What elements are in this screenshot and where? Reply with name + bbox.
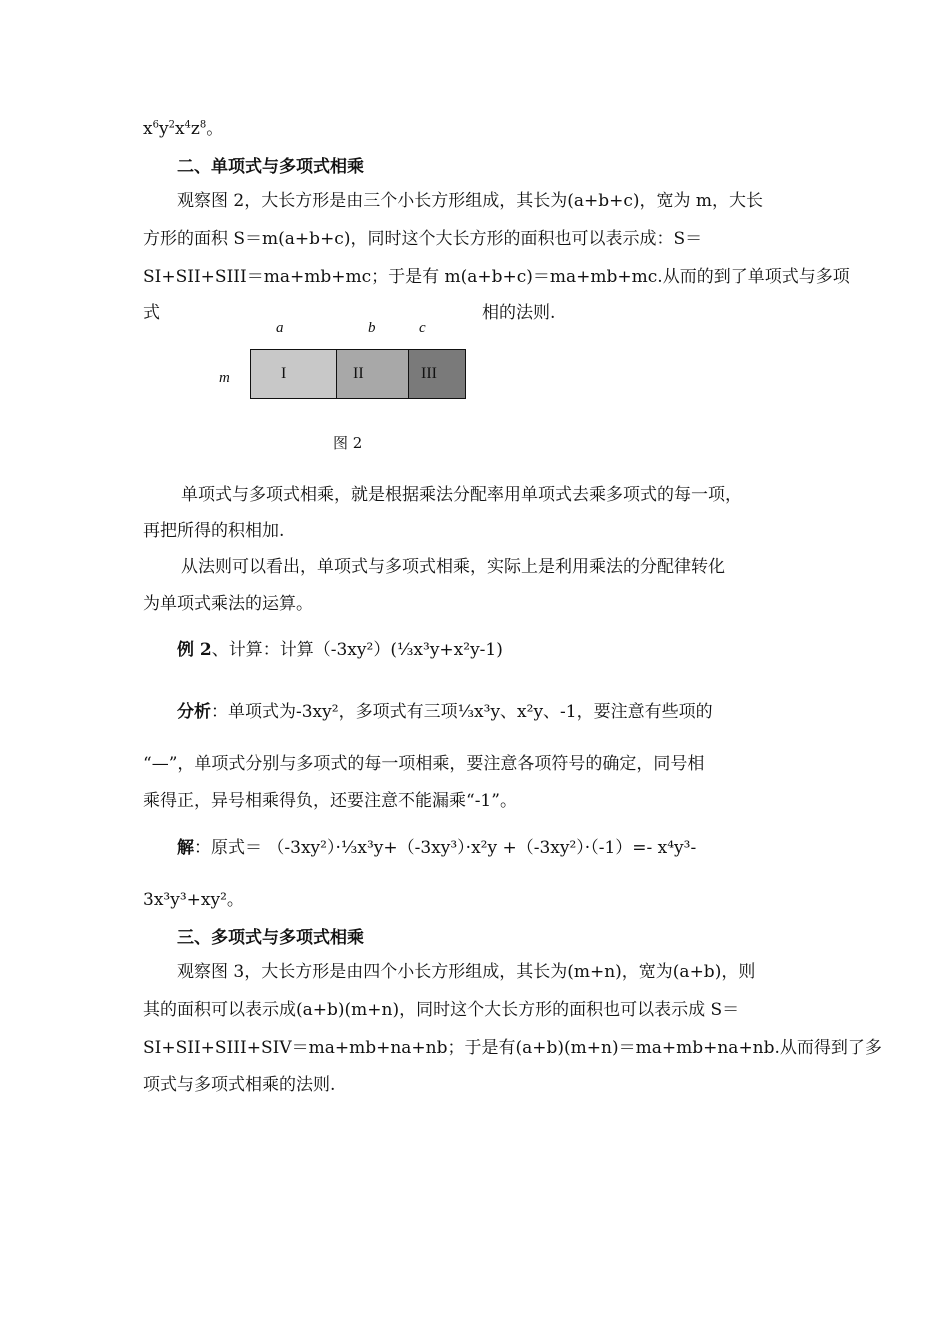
figure-box-1: I bbox=[250, 349, 337, 399]
para1-line1-text: 观察图 2，大长方形是由三个小长方形组成，其长为(a+b+c)，宽为 m，大长 bbox=[177, 191, 764, 211]
example-2 bbox=[177, 640, 503, 660]
rule1-line1: 单项式与多项式相乘，就是根据乘法分配率用单项式去乘多项式的每一项， bbox=[181, 485, 742, 505]
rule2-line1: 从法则可以看出，单项式与多项式相乘，实际上是利用乘法的分配律转化 bbox=[181, 557, 725, 577]
analysis-line3: 乘得正，异号相乘得负，还要注意不能漏乘“-1”。 bbox=[143, 791, 517, 811]
section-3-heading: 三、多项式与多项式相乘 bbox=[177, 928, 364, 948]
figure-label-a: a bbox=[276, 320, 284, 336]
analysis-label: 分析 bbox=[177, 702, 211, 722]
analysis-line1-text: ：单项式为-3xy²，多项式有三项⅓x³y、x²y、-1，要注意有些项的 bbox=[211, 702, 713, 722]
solution-label: 解 bbox=[177, 838, 194, 858]
para3-line2: 其的面积可以表示成(a+b)(m+n)，同时这个大长方形的面积也可以表示成 S＝ bbox=[143, 1000, 740, 1020]
rule1-line2: 再把所得的积相加. bbox=[143, 521, 285, 541]
analysis-line1 bbox=[177, 702, 713, 722]
figure-label-b: b bbox=[368, 320, 376, 336]
para1-line4a: 式 bbox=[143, 303, 160, 323]
solution-line2: 3x³y³+xy²。 bbox=[143, 890, 244, 910]
para3-line4: 项式与多项式相乘的法则. bbox=[143, 1075, 336, 1095]
para1-line2: 方形的面积 S＝m(a+b+c)，同时这个大长方形的面积也可以表示成：S＝ bbox=[143, 229, 703, 249]
example-2-label: 例 2 bbox=[177, 640, 212, 660]
figure-box-3: III bbox=[408, 349, 466, 399]
top-expression: $x^6y^2x^4z^8$。 bbox=[143, 119, 224, 139]
figure-label-c: c bbox=[419, 320, 426, 336]
para1-line4b: 相的法则. bbox=[482, 303, 556, 323]
para1-line3: SI+SII+SIII＝ma+mb+mc；于是有 m(a+b+c)＝ma+mb+mc.从而的到了单项式与多项 bbox=[143, 267, 850, 287]
analysis-line2: “—”，单项式分别与多项式的每一项相乘，要注意各项符号的确定，同号相 bbox=[143, 754, 705, 774]
rule2-line2: 为单项式乘法的运算。 bbox=[143, 594, 313, 614]
solution-line1 bbox=[177, 838, 696, 858]
example-2-text: 、计算：计算（-3xy²）(⅓x³y+x²y-1) bbox=[211, 640, 503, 660]
solution-line1-text: ：原式＝ （-3xy²）·⅓x³y+（-3xy³）·x²y +（-3xy²）·（-1）=- x⁴y³- bbox=[194, 838, 697, 858]
figure-caption: 图 2 bbox=[333, 434, 363, 452]
para1-line1 bbox=[177, 191, 763, 211]
para3-line3: SI+SII+SIII+SIV＝ma+mb+na+nb；于是有(a+b)(m+n)＝ma+mb+na+nb.从而得到了多 bbox=[143, 1038, 882, 1058]
para3-line1: 观察图 3，大长方形是由四个小长方形组成，其长为(m+n)，宽为(a+b)，则 bbox=[177, 962, 756, 982]
figure-label-m: m bbox=[219, 370, 230, 386]
figure-box-2: II bbox=[336, 349, 409, 399]
section-2-heading: 二、单项式与多项式相乘 bbox=[177, 157, 364, 177]
